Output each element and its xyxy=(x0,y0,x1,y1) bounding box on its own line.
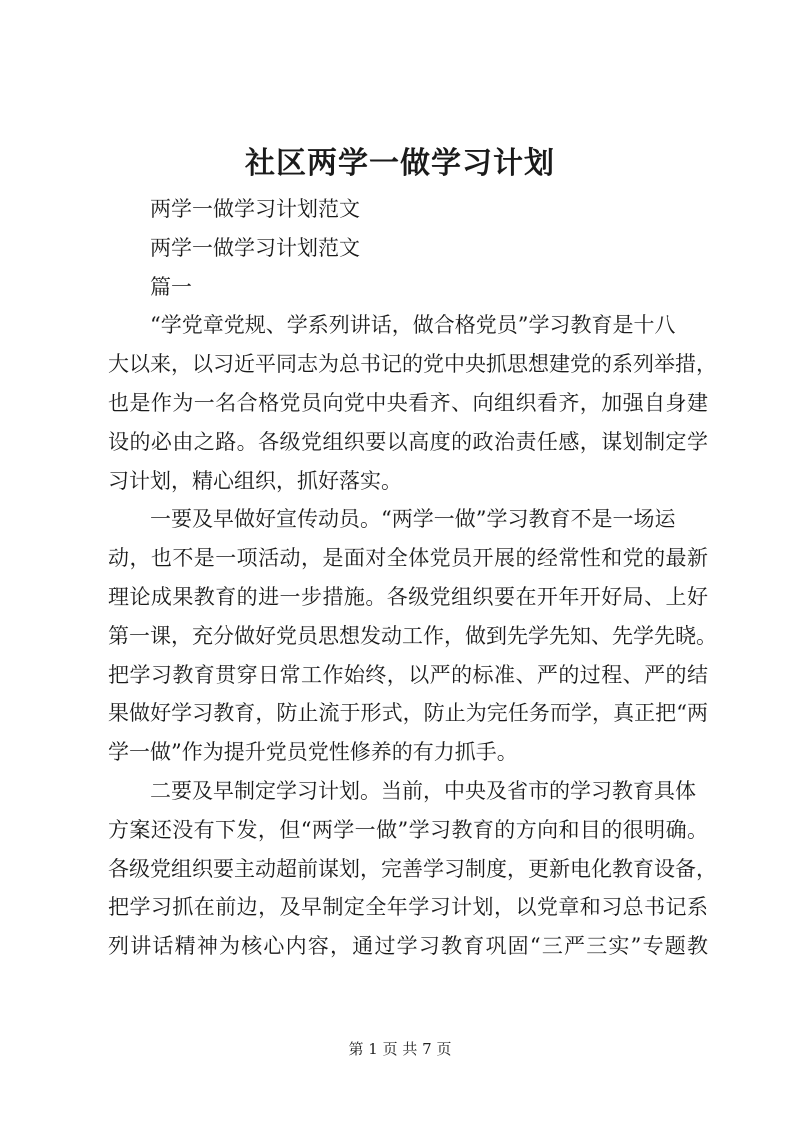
text-line: 篇一 xyxy=(150,274,192,299)
text-line: 也是作为一名合格党员向党中央看齐、向组织看齐，加强自身建 xyxy=(108,390,708,415)
text-line: 习计划，精心组织，抓好落实。 xyxy=(108,468,402,493)
text-line: 果做好学习教育，防止流于形式，防止为完任务而学，真正把“两 xyxy=(108,701,708,726)
text-line: 理论成果教育的进一步措施。各级党组织要在开年开好局、上好 xyxy=(108,584,708,609)
text-line: 一要及早做好宣传动员。“两学一做”学习教育不是一场运 xyxy=(150,507,676,532)
text-line: 二要及早制定学习计划。当前，中央及省市的学习教育具体 xyxy=(150,778,696,803)
page-title: 社区两学一做学习计划 xyxy=(245,146,555,181)
text-line: “学党章党规、学系列讲话，做合格党员”学习教育是十八 xyxy=(150,313,676,338)
text-line: 两学一做学习计划范文 xyxy=(150,235,360,260)
text-line: 动，也不是一项活动，是面对全体党员开展的经常性和党的最新 xyxy=(108,546,708,571)
text-line: 大以来，以习近平同志为总书记的党中央抓思想建党的系列举措， xyxy=(108,352,717,377)
page-footer: 第 1 页 共 7 页 xyxy=(348,1040,452,1058)
text-line: 各级党组织要主动超前谋划，完善学习制度，更新电化教育设备， xyxy=(108,856,717,881)
document-body xyxy=(108,190,717,966)
text-line: 方案还没有下发，但“两学一做”学习教育的方向和目的很明确。 xyxy=(108,817,708,842)
text-line: 第一课，充分做好党员思想发动工作，做到先学先知、先学先晓。 xyxy=(108,623,717,648)
text-line: 把学习抓在前边，及早制定全年学习计划，以党章和习总书记系 xyxy=(108,895,708,920)
text-line: 两学一做学习计划范文 xyxy=(150,197,360,221)
text-line: 列讲话精神为核心内容，通过学习教育巩固“三严三实”专题教 xyxy=(108,934,708,959)
text-line: 把学习教育贯穿日常工作始终，以严的标准、严的过程、严的结 xyxy=(108,662,708,687)
text-line: 设的必由之路。各级党组织要以高度的政治责任感，谋划制定学 xyxy=(108,429,708,454)
text-line: 学一做”作为提升党员党性修养的有力抓手。 xyxy=(108,740,518,765)
